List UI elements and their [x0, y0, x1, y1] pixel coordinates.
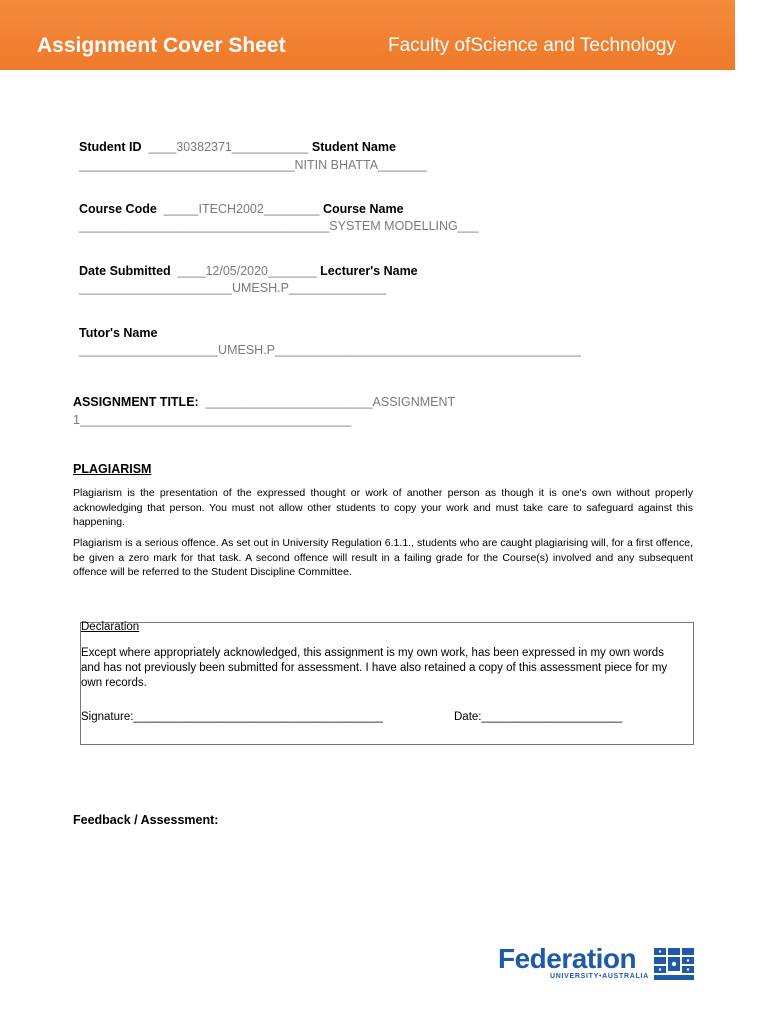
- student-name-label: Student Name: [311, 140, 396, 154]
- header-banner: [0, 0, 735, 70]
- student-id-value: 30382371: [176, 140, 232, 154]
- student-name-row: _______________________________NITIN BHATTA_______: [79, 158, 427, 172]
- student-id-row: Student ID ____30382371___________ Student Name: [79, 140, 396, 154]
- tutor-name-label-row: [79, 325, 157, 341]
- plagiarism-heading: PLAGIARISM: [73, 462, 152, 476]
- course-code-row: Course Code _____ITECH2002________ Course Name: [79, 202, 404, 216]
- date-submitted-row: Date Submitted ____12/05/2020_______ Lecturer's Name: [79, 264, 418, 278]
- student-id-label: Student ID: [79, 140, 142, 154]
- course-code-value: ITECH2002: [198, 202, 264, 216]
- plagiarism-paragraph-1: Plagiarism is the presentation of the expressed thought or work of another person as though it is one's own without properly acknowledging that person. You must not allow other students to copy your work and must take care to safeguard against this happening.: [73, 487, 693, 529]
- tutor-name-value: UMESH.P: [218, 343, 275, 357]
- assignment-title-row-2: 1_______________________________________: [73, 413, 352, 427]
- federation-logo: [498, 944, 698, 984]
- logo-wordmark: Federation: [498, 943, 637, 974]
- signature-field[interactable]: Signature:_______________________________________: [81, 711, 383, 723]
- assignment-title-value-2: 1: [73, 413, 80, 427]
- course-code-label: Course Code: [79, 202, 157, 216]
- plagiarism-paragraph-2: Plagiarism is a serious offence. As set out in University Regulation 6.1.1., students who are caught plagiarising will, for a first offence, be given a zero mark for that task. A second offence will result in a failing grade for the Course(s) involved and any subsequent offence will be referred to the Student Discipline Committee.: [73, 537, 693, 579]
- flag-icon: [652, 946, 696, 982]
- faculty-name: Faculty ofScience and Technology: [388, 35, 676, 56]
- page-title: Assignment Cover Sheet: [37, 34, 286, 57]
- logo-subtitle: UNIVERSITY•AUSTRALIA: [550, 973, 649, 980]
- date-field[interactable]: Date:______________________: [454, 711, 623, 723]
- date-submitted-label: Date Submitted: [79, 264, 171, 278]
- lecturer-name-label: Lecturer's Name: [320, 264, 418, 278]
- date-submitted-value: 12/05/2020: [205, 264, 269, 278]
- declaration-heading: Declaration: [81, 621, 140, 633]
- declaration-text: Except where appropriately acknowledged, this assignment is my own work, has been expressed in my own words and has not previously been submitted for assessment. I have also retained a copy of this assessment piece for my own records.: [81, 647, 668, 689]
- assignment-title-label: ASSIGNMENT TITLE:: [73, 395, 199, 409]
- lecturer-name-row: ______________________UMESH.P______________: [79, 281, 387, 295]
- tutor-name-label: Tutor's Name: [79, 326, 158, 340]
- lecturer-name-value: UMESH.P: [231, 281, 289, 295]
- assignment-title-value: ASSIGNMENT: [372, 395, 456, 409]
- assignment-title-row: ASSIGNMENT TITLE: ________________________ASSIGNMENT: [73, 395, 456, 409]
- feedback-label: Feedback / Assessment:: [73, 813, 219, 827]
- course-name-label: Course Name: [322, 202, 404, 216]
- tutor-name-row: ____________________UMESH.P____________________________________________: [79, 343, 581, 357]
- course-name-value: SYSTEM MODELLING: [329, 219, 458, 233]
- student-name-value: NITIN BHATTA: [294, 158, 379, 172]
- course-name-row: ____________________________________SYSTEM MODELLING___: [79, 219, 479, 233]
